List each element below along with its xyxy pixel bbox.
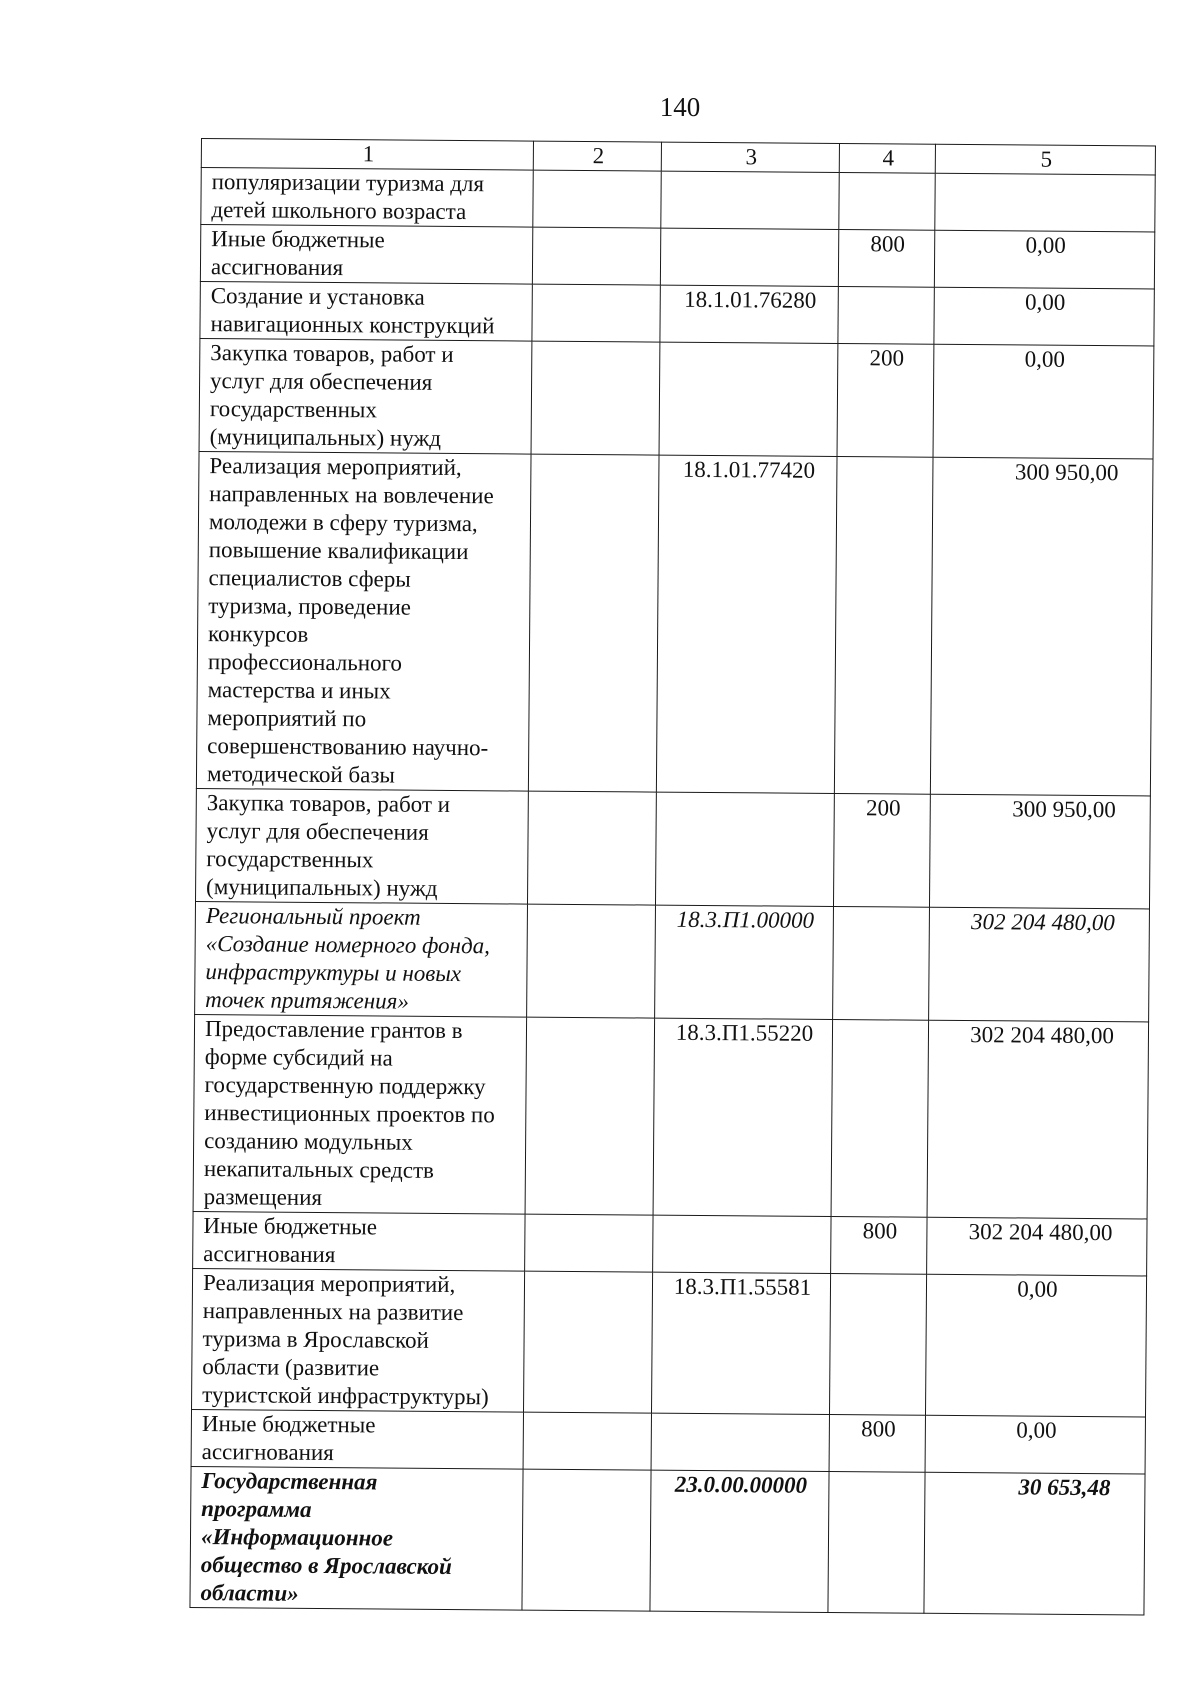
row-name-cell: Реализация мероприятий, направленных на вовлечение молодежи в сферу туризма, повышение квалификации специалистов сферы туризма, проведение конкурсов профессионального мастерства и иных мероприятий по совершенствованию научно- методической базы — [196, 451, 531, 791]
row-type-cell — [829, 1273, 926, 1415]
row-type-cell: 200 — [833, 793, 930, 907]
row-code-cell — [661, 171, 839, 229]
row-code-cell — [651, 1413, 829, 1471]
row-amount-cell: 302 204 480,00 — [927, 1020, 1149, 1219]
row-column2-cell — [524, 1271, 653, 1413]
row-type-cell: 800 — [838, 230, 934, 288]
row-amount-cell: 300 950,00 — [929, 794, 1150, 909]
table-row — [193, 1014, 1149, 1218]
row-code-cell — [655, 792, 834, 906]
row-amount-cell — [935, 173, 1155, 232]
row-name-cell: Иные бюджетные ассигнования — [200, 225, 532, 285]
row-type-cell — [833, 906, 930, 1020]
table-row — [201, 168, 1155, 232]
row-code-cell: 23.0.00.00000 — [650, 1470, 829, 1612]
row-amount-cell: 302 204 480,00 — [929, 907, 1150, 1022]
row-amount-cell: 0,00 — [933, 344, 1154, 459]
row-column2-cell — [522, 1469, 651, 1611]
row-amount-cell: 302 204 480,00 — [927, 1217, 1147, 1276]
row-type-cell — [839, 173, 935, 231]
row-code-cell: 18.1.01.77420 — [656, 455, 837, 793]
row-name-cell: Государственная программа «Информационное общество в Ярославской области» — [190, 1466, 523, 1610]
table-row — [200, 225, 1154, 289]
row-code-cell — [659, 342, 838, 456]
row-column2-cell — [532, 284, 660, 342]
row-column2-cell — [523, 1412, 651, 1470]
budget-table — [189, 138, 1156, 1615]
row-amount-cell: 30 653,48 — [924, 1472, 1145, 1615]
row-column2-cell — [528, 454, 659, 792]
row-column2-cell — [525, 1214, 653, 1272]
column-header-5: 5 — [935, 144, 1155, 175]
row-name-cell: Закупка товаров, работ и услуг для обеспечения государственных (муниципальных) нужд — [199, 338, 532, 454]
row-amount-cell: 0,00 — [925, 1274, 1146, 1417]
row-name-cell: популяризации туризма для детей школьного возраста — [201, 168, 533, 228]
row-amount-cell: 0,00 — [934, 230, 1154, 289]
row-type-cell: 800 — [831, 1216, 927, 1274]
row-type-cell — [834, 457, 933, 795]
row-name-cell: Предоставление грантов в форме субсидий на государственную поддержку инвестиционных проектов по созданию модульных некапитальных средств размещения — [193, 1014, 527, 1214]
table-body — [190, 168, 1155, 1615]
column-header-1: 1 — [201, 139, 533, 171]
table-row — [195, 901, 1150, 1021]
row-column2-cell — [527, 791, 656, 905]
row-type-cell: 800 — [829, 1414, 925, 1472]
table-row — [192, 1268, 1147, 1416]
row-code-cell: 18.1.01.76280 — [660, 285, 838, 343]
table-row — [199, 338, 1154, 458]
column-header-4: 4 — [839, 144, 935, 174]
column-header-3: 3 — [661, 142, 839, 172]
row-type-cell: 200 — [837, 344, 934, 458]
row-name-cell: Закупка товаров, работ и услуг для обеспечения государственных (муниципальных) нужд — [196, 788, 529, 904]
row-amount-cell: 0,00 — [925, 1415, 1145, 1474]
table-row — [200, 281, 1154, 345]
row-column2-cell — [525, 1017, 655, 1215]
row-type-cell — [828, 1471, 925, 1613]
table-row — [196, 788, 1151, 908]
table-row — [191, 1409, 1145, 1473]
column-header-2: 2 — [533, 141, 661, 171]
row-name-cell: Создание и установка навигационных конструкций — [200, 281, 532, 341]
row-type-cell — [831, 1019, 929, 1217]
table-row — [190, 1466, 1145, 1614]
row-amount-cell: 0,00 — [934, 287, 1154, 346]
row-name-cell: Региональный проект «Создание номерного фонда, инфраструктуры и новых точек притяжения» — [195, 901, 528, 1017]
table-row — [193, 1211, 1147, 1275]
row-amount-cell: 300 950,00 — [930, 457, 1153, 796]
row-column2-cell — [531, 341, 660, 455]
row-type-cell — [838, 287, 934, 345]
row-name-cell: Иные бюджетные ассигнования — [193, 1211, 525, 1271]
row-code-cell — [653, 1215, 831, 1273]
row-code-cell: 18.3.П1.55220 — [653, 1018, 833, 1216]
row-column2-cell — [532, 227, 660, 285]
row-name-cell: Реализация мероприятий, направленных на развитие туризма в Ярославской области (развитие туристской инфраструктуры) — [192, 1268, 525, 1412]
table-row — [196, 451, 1153, 795]
page-number: 140 — [659, 92, 701, 122]
row-code-cell: 18.3.П1.00000 — [655, 905, 834, 1019]
row-column2-cell — [527, 904, 656, 1018]
row-code-cell — [660, 228, 838, 286]
row-name-cell: Иные бюджетные ассигнования — [191, 1409, 523, 1469]
row-column2-cell — [533, 170, 661, 228]
row-code-cell: 18.3.П1.55581 — [651, 1272, 830, 1414]
